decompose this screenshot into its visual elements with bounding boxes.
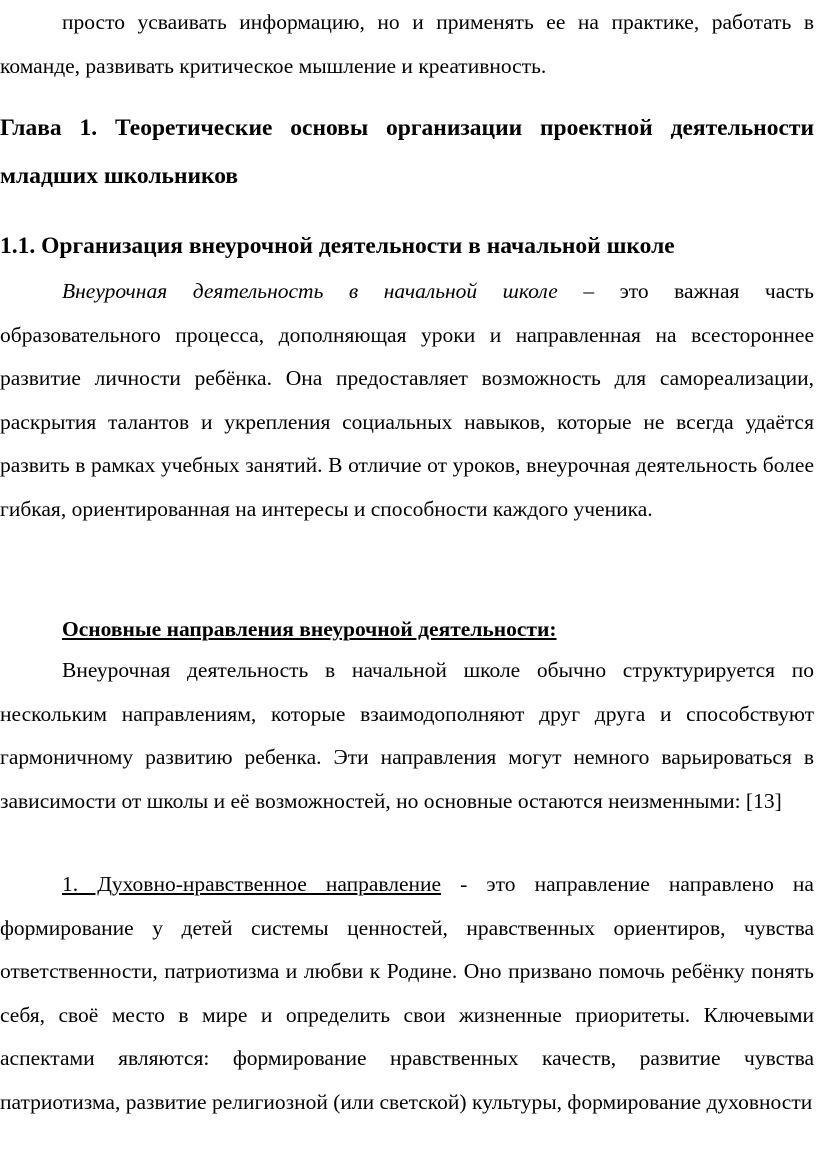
definition-paragraph [0, 270, 814, 532]
direction-1-title: 1. Духовно-нравственное направление [62, 872, 442, 896]
directions-paragraph: Внеурочная деятельность в начальной школе обычно структурируется по нескольким направлениям, которые взаимодополняют друг друга и способствуют гармоничному развитию ребенка. Эти направления могут немного варьироваться в зависимости от школы и её возможностей, но основные остаются неизменными: [13] [0, 658, 814, 813]
definition-text: – это важная часть образовательного процесса, дополняющая уроки и направленная на всестороннее развитие личности ребёнка. Она предоставляет возможность для самореализации, раскрытия талантов и укрепления социальных навыков, которые не всегда удаётся развить в рамках учебных занятий. В отличие от уроков, внеурочная деятельность более гибкая, ориентированная на интересы и способности каждого ученика. [0, 279, 814, 521]
direction-1-paragraph [0, 863, 814, 1125]
directions-heading: Основные направления внеурочной деятельности: [62, 617, 557, 641]
definition-term: Внеурочная деятельность в начальной школе [62, 279, 558, 303]
intro-continuation-text: просто усваивать информацию, но и применять ее на практике, работать в команде, развивать критическое мышление и креативность. [0, 10, 814, 78]
direction-1-text: - это направление направлено на формирование у детей системы ценностей, нравственных ориентиров, чувства ответственности, патриотизма и любви к Родине. Оно призвано помочь ребёнку понять себя, своё место в мире и определить свои жизненные приоритеты. Ключевыми аспектами являются: формирование нравственных качеств, развитие чувства патриотизма, развитие религиозной (или светской) культуры, формирование духовности [0, 872, 814, 1114]
section-heading: 1.1. Организация внеурочной деятельности в начальной школе [0, 233, 675, 259]
chapter-heading: Глава 1. Теоретические основы организации проектной деятельности младших школьников [0, 115, 814, 189]
intro-continuation-paragraph [0, 0, 814, 88]
